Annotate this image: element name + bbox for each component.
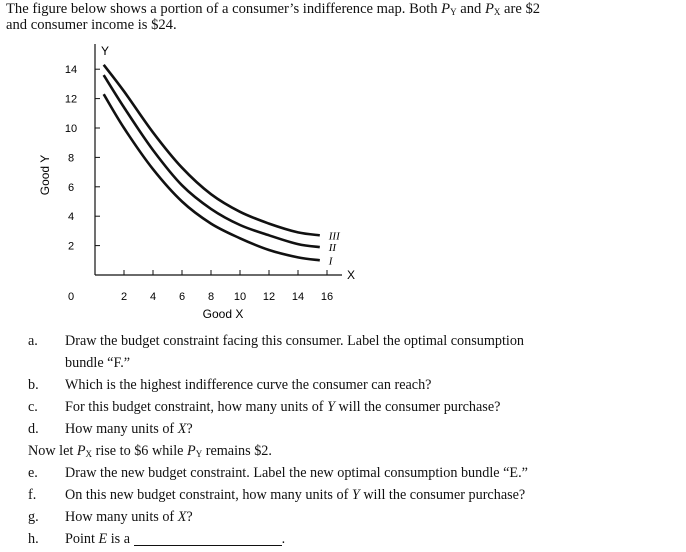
question-d-post: ? bbox=[186, 421, 193, 437]
question-e-text: Draw the new budget constraint. Label the new optimal consumption bundle “E.” bbox=[65, 465, 528, 481]
y-tick-label-12: 12 bbox=[64, 93, 78, 106]
question-c-post: will the consumer purchase? bbox=[334, 399, 501, 415]
question-c-label: c. bbox=[28, 399, 38, 415]
question-d-var: X bbox=[177, 421, 187, 437]
x-tick-label-0: 0 bbox=[67, 291, 75, 303]
question-f-text bbox=[65, 487, 525, 504]
x-tick-label-8: 8 bbox=[207, 291, 215, 303]
y-tick-label-10: 10 bbox=[64, 123, 78, 135]
indifference-curve-I bbox=[104, 94, 320, 260]
question-h-post: is a bbox=[107, 531, 134, 547]
question-h-pre: Point bbox=[65, 531, 99, 547]
question-g-pre: How many units of bbox=[65, 509, 178, 525]
y-axis-letter: Y bbox=[101, 44, 110, 58]
question-f-post: will the consumer purchase? bbox=[359, 487, 526, 503]
question-a-cont bbox=[28, 355, 678, 372]
question-f bbox=[28, 487, 678, 504]
x-tick-label-6: 6 bbox=[178, 291, 186, 303]
intro-text-2: are $2 bbox=[500, 1, 541, 17]
answer-blank[interactable] bbox=[134, 531, 282, 546]
y-tick-label-4: 4 bbox=[67, 211, 75, 224]
now-mid: rise to $6 while bbox=[92, 443, 188, 459]
intro-text-1: The figure below shows a portion of a consumer’s indifference map. Both bbox=[6, 1, 442, 17]
x-tick-label-12: 12 bbox=[262, 291, 276, 303]
question-h-text bbox=[65, 531, 285, 548]
x-axis-letter: X bbox=[347, 268, 356, 282]
y-tick-label-6: 6 bbox=[67, 181, 75, 194]
px-subscript: X bbox=[493, 7, 501, 17]
curve-label-III: III bbox=[328, 230, 340, 243]
question-e bbox=[28, 465, 678, 482]
question-b bbox=[28, 377, 678, 394]
question-g-text bbox=[65, 509, 193, 526]
indifference-curve-II bbox=[104, 75, 320, 247]
question-a-label: a. bbox=[28, 333, 38, 349]
question-f-var: Y bbox=[351, 487, 360, 503]
question-h-end: . bbox=[281, 531, 286, 547]
y-tick-label-8: 8 bbox=[67, 152, 75, 165]
question-h bbox=[28, 531, 678, 548]
question-g-post: ? bbox=[186, 509, 193, 525]
question-h-var: E bbox=[98, 531, 108, 547]
x-tick-label-2: 2 bbox=[120, 291, 128, 303]
now-py-symbol: P bbox=[187, 443, 196, 459]
now-let-statement bbox=[28, 443, 678, 460]
question-f-label: f. bbox=[28, 487, 37, 503]
question-b-text: Which is the highest indifference curve the consumer can reach? bbox=[65, 377, 432, 393]
question-e-label: e. bbox=[28, 465, 38, 481]
curve-label-I: I bbox=[328, 255, 333, 268]
py-subscript: Y bbox=[450, 7, 457, 17]
question-c bbox=[28, 399, 678, 416]
question-d bbox=[28, 421, 678, 438]
question-d-text bbox=[65, 421, 193, 438]
question-d-pre: How many units of bbox=[65, 421, 178, 437]
y-tick-label-14: 14 bbox=[64, 64, 78, 77]
now-post: remains $2. bbox=[202, 443, 272, 459]
question-a-text: Draw the budget constraint facing this consumer. Label the optimal consumption bbox=[65, 333, 525, 349]
question-a-text-line2: bundle “F.” bbox=[65, 355, 131, 371]
x-tick-label-10: 10 bbox=[233, 291, 247, 303]
question-c-text bbox=[65, 399, 500, 416]
y-tick-label-2: 2 bbox=[67, 240, 75, 253]
x-tick-label-4: 4 bbox=[149, 291, 157, 303]
y-axis-label: Good Y bbox=[38, 154, 52, 196]
py-symbol: P bbox=[441, 1, 451, 17]
question-g bbox=[28, 509, 678, 526]
question-h-label: h. bbox=[28, 531, 39, 547]
question-d-label: d. bbox=[28, 421, 39, 437]
curve-label-II: II bbox=[328, 242, 337, 255]
px-symbol: P bbox=[484, 1, 494, 17]
question-f-pre: On this new budget constraint, how many units of bbox=[65, 487, 352, 503]
question-g-label: g. bbox=[28, 509, 39, 525]
question-c-pre: For this budget constraint, how many units of bbox=[65, 399, 328, 415]
question-c-var: Y bbox=[327, 399, 335, 415]
now-py-subscript: Y bbox=[195, 449, 203, 459]
x-axis-label: Good X bbox=[202, 307, 244, 321]
question-g-var: X bbox=[177, 509, 187, 525]
intro-text-line2: and consumer income is $24. bbox=[6, 17, 177, 33]
now-pre: Now let bbox=[28, 443, 77, 459]
question-b-label: b. bbox=[28, 377, 39, 393]
x-tick-label-16: 16 bbox=[320, 291, 334, 303]
x-tick-label-14: 14 bbox=[291, 291, 305, 303]
question-a bbox=[28, 333, 678, 350]
now-px-symbol: P bbox=[76, 443, 86, 459]
intro-and: and bbox=[456, 1, 485, 17]
now-px-subscript: X bbox=[85, 449, 93, 459]
